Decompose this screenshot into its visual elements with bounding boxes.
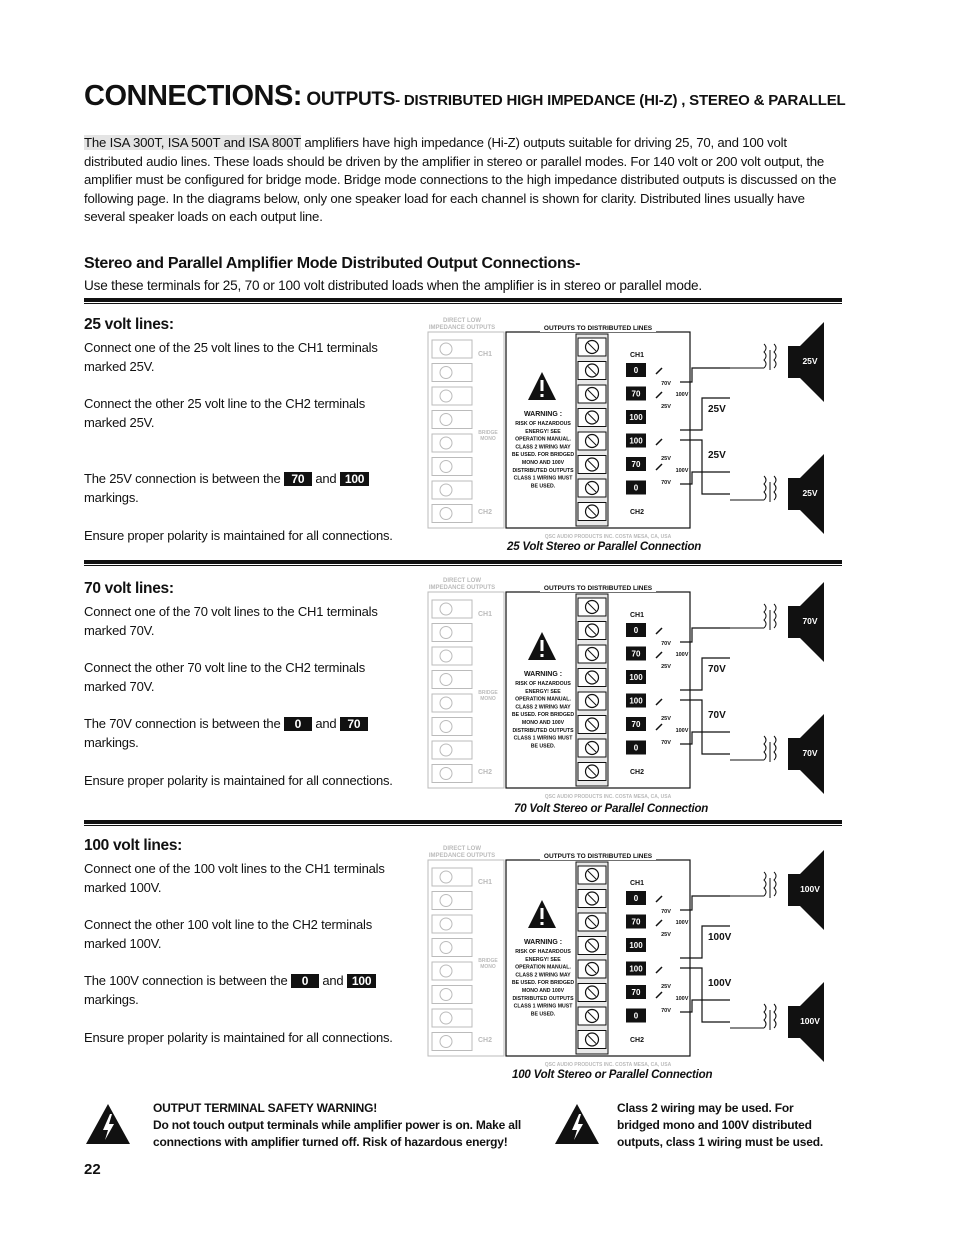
title-subtitle: - DISTRIBUTED HIGH IMPEDANCE (HI-Z) , STEREO & PARALLEL <box>395 92 846 109</box>
line-voltage-label: 100V <box>708 932 732 943</box>
terminal-label: 0 <box>633 1011 639 1021</box>
warning-title: WARNING : <box>523 411 563 418</box>
diagram-svg <box>412 312 842 542</box>
faded-screw-icon <box>440 989 452 1001</box>
and-text: and <box>315 716 337 732</box>
tap-70v-label: 70V <box>661 909 671 915</box>
title-main: CONNECTIONS: <box>84 80 302 112</box>
transformer-coil-icon <box>774 736 776 760</box>
ch1-label: CH1 <box>630 612 645 619</box>
terminal-label: 0 <box>633 366 639 375</box>
faded-ch1-label: CH1 <box>478 879 493 886</box>
transformer-coil-icon <box>764 736 766 760</box>
high-voltage-warning-icon <box>553 1102 601 1146</box>
safety-warning-body: Do not touch output terminals while amplifier power is on. Make all connections with amplifier turned off. Risk of hazardous energy! <box>153 1118 521 1149</box>
transformer-coil-icon <box>774 344 776 368</box>
divider-rule <box>84 298 842 302</box>
block-p3 <box>84 470 404 507</box>
tap-arrow-icon <box>656 896 662 902</box>
ch1-label: CH1 <box>630 880 645 887</box>
tap-25v-label: 25V <box>661 984 671 990</box>
faded-screw-icon <box>440 1036 452 1048</box>
warning-text-line: MONO AND 100V <box>521 988 565 994</box>
warning-text-line: CLASS 1 WIRING MUST <box>513 475 573 482</box>
transformer-coil-icon <box>774 1004 776 1028</box>
terminal-label: 100 <box>629 413 643 422</box>
terminal-label: 0 <box>633 894 639 903</box>
tap-arrow-icon <box>656 724 662 730</box>
title-outputs: OUTPUTS <box>306 89 396 110</box>
faded-screw-icon <box>440 744 452 756</box>
block-p3 <box>84 715 404 752</box>
ch1-wire <box>680 628 730 642</box>
line-voltage-label: 25V <box>708 450 726 461</box>
faded-ch1-label: CH1 <box>478 611 493 618</box>
terminal-label: 0 <box>633 626 639 635</box>
warning-text-line: CLASS 2 WIRING MAY <box>515 972 571 979</box>
transformer-coil-icon <box>764 344 766 368</box>
tap-100v-label: 100V <box>675 652 689 658</box>
diagram-caption: 100 Volt Stereo or Parallel Connection <box>512 1069 713 1081</box>
diagram-svg <box>412 572 842 802</box>
terminal-tag: 100 <box>347 974 376 988</box>
ch1-wire <box>680 896 730 910</box>
faded-screw-icon <box>440 721 452 733</box>
terminal-label: 100 <box>629 673 643 682</box>
ch2-wire <box>680 440 730 494</box>
tap-25v-label: 25V <box>661 716 671 722</box>
warning-title: WARNING : <box>523 671 563 678</box>
tap-100v-label: 100V <box>675 728 689 734</box>
warning-text-line: MONO AND 100V <box>521 460 565 466</box>
tap-25v-label: 25V <box>661 664 671 670</box>
terminal-label: 70 <box>631 720 641 729</box>
faded-screw-icon <box>440 461 452 473</box>
and-text: and <box>322 973 344 989</box>
block-heading: 25 volt lines: <box>84 316 174 333</box>
tap-70v-label: 70V <box>661 381 671 387</box>
mono-label: MONO <box>480 436 496 442</box>
manufacturer-footer: QSC AUDIO PRODUCTS INC. COSTA MESA, CA, USA <box>544 534 672 540</box>
safety-warning-title: OUTPUT TERMINAL SAFETY WARNING! <box>153 1101 378 1115</box>
diagram-100v <box>412 840 842 1070</box>
terminal-label: 0 <box>633 743 639 753</box>
speaker-magnet <box>788 874 800 906</box>
manufacturer-footer: QSC AUDIO PRODUCTS INC. COSTA MESA, CA, USA <box>544 1062 672 1068</box>
ch2-wire <box>680 968 730 1022</box>
manufacturer-footer: QSC AUDIO PRODUCTS INC. COSTA MESA, CA, USA <box>544 794 672 800</box>
warning-text-line: OPERATION MANUAL. <box>515 696 571 703</box>
block-25v <box>84 316 404 564</box>
tap-70v-label: 70V <box>661 641 671 647</box>
faded-screw-icon <box>440 650 452 662</box>
page-number: 22 <box>84 1161 101 1178</box>
block-p4: Ensure proper polarity is maintained for all connections. <box>84 772 393 788</box>
speaker-voltage-label: 100V <box>800 884 820 894</box>
line-voltage-label: 70V <box>708 664 726 675</box>
intro-highlight: The ISA 300T, ISA 500T and ISA 800T <box>84 135 301 150</box>
tap-70v-label: 70V <box>661 480 671 486</box>
faded-ch2-label: CH2 <box>478 769 493 776</box>
block-100v <box>84 837 404 1066</box>
block-p3-post: markings. <box>84 991 139 1007</box>
block-p3-pre: The 100V connection is between the <box>84 973 288 989</box>
warning-text-line: DISTRIBUTED OUTPUTS <box>512 727 574 734</box>
terminal-label: 70 <box>631 988 641 997</box>
high-voltage-warning-icon <box>84 1102 132 1146</box>
tap-100v-label: 100V <box>675 392 689 398</box>
speaker-magnet <box>788 1006 800 1038</box>
tap-100v-label: 100V <box>675 996 689 1002</box>
line-voltage-label: 100V <box>708 978 732 989</box>
tap-70v-label: 70V <box>661 1008 671 1014</box>
warning-text-line: RISK OF HAZARDOUS <box>515 681 571 687</box>
faded-screw-icon <box>440 508 452 520</box>
ch2-label: CH2 <box>630 1037 645 1044</box>
block-p3-post: markings. <box>84 734 139 750</box>
block-p3 <box>84 972 404 1009</box>
faded-screw-icon <box>440 484 452 496</box>
direct-low-label: DIRECT LOW <box>443 846 481 852</box>
transformer-coil-icon <box>764 476 766 500</box>
warning-text-line: OPERATION MANUAL. <box>515 436 571 443</box>
transformer-coil-icon <box>764 1004 766 1028</box>
diagram-svg <box>412 840 842 1070</box>
warning-text-line: DISTRIBUTED OUTPUTS <box>512 995 574 1002</box>
block-p3-pre: The 70V connection is between the <box>84 716 281 732</box>
terminal-label: 0 <box>633 483 639 493</box>
speaker-voltage-label: 25V <box>802 488 818 498</box>
warning-exclaim-bar <box>541 380 544 391</box>
faded-screw-icon <box>440 1012 452 1024</box>
block-p2: Connect the other 70 volt line to the CH2 terminals marked 70V. <box>84 660 366 694</box>
faded-screw-icon <box>440 895 452 907</box>
faded-screw-icon <box>440 871 452 883</box>
faded-screw-icon <box>440 414 452 426</box>
terminal-tag: 100 <box>340 472 369 486</box>
and-text: and <box>315 471 337 487</box>
ch2-label: CH2 <box>630 509 645 516</box>
faded-screw-icon <box>440 343 452 355</box>
tap-25v-label: 25V <box>661 456 671 462</box>
terminal-label: 100 <box>629 436 643 446</box>
outputs-title-label: OUTPUTS TO DISTRIBUTED LINES <box>543 325 653 332</box>
diagram-70v <box>412 572 842 802</box>
faded-screw-icon <box>440 437 452 449</box>
faded-ch1-label: CH1 <box>478 351 493 358</box>
block-p2: Connect the other 100 volt line to the CH2 terminals marked 100V. <box>84 917 373 951</box>
tap-25v-label: 25V <box>661 404 671 410</box>
warning-exclaim-dot <box>541 654 544 657</box>
faded-screw-icon <box>440 367 452 379</box>
tap-25v-label: 25V <box>661 932 671 938</box>
block-heading: 70 volt lines: <box>84 580 174 597</box>
impedance-outputs-label: IMPEDANCE OUTPUTS <box>428 853 496 859</box>
warning-text-line: CLASS 1 WIRING MUST <box>513 735 573 742</box>
diagram-caption: 70 Volt Stereo or Parallel Connection <box>514 803 709 815</box>
ch1-wire <box>680 368 730 382</box>
warning-exclaim-bar <box>541 640 544 651</box>
transformer-coil-icon <box>764 604 766 628</box>
terminal-tag: 0 <box>291 974 319 988</box>
tap-arrow-icon <box>656 992 662 998</box>
transformer-coil-icon <box>774 604 776 628</box>
faded-screw-icon <box>440 942 452 954</box>
intro-paragraph <box>84 134 844 227</box>
block-heading: 100 volt lines: <box>84 837 183 854</box>
impedance-outputs-label: IMPEDANCE OUTPUTS <box>428 585 496 591</box>
page-title <box>84 80 864 113</box>
warning-text-line: BE USED. FOR BRIDGED <box>511 452 575 459</box>
speaker-voltage-label: 100V <box>800 1016 820 1026</box>
outputs-title-label: OUTPUTS TO DISTRIBUTED LINES <box>543 585 653 592</box>
block-70v <box>84 580 404 809</box>
safety-warning <box>153 1100 548 1151</box>
tap-arrow-icon <box>656 652 662 658</box>
ch2-wire <box>680 700 730 754</box>
tap-arrow-icon <box>656 920 662 926</box>
block-p2: Connect the other 25 volt line to the CH2 terminals marked 25V. <box>84 396 366 430</box>
terminal-label: 100 <box>629 964 643 974</box>
speaker-magnet <box>788 346 800 378</box>
mono-label: MONO <box>480 964 496 970</box>
warning-text-line: CLASS 2 WIRING MAY <box>515 444 571 451</box>
terminal-tag: 0 <box>284 717 312 731</box>
tap-arrow-icon <box>656 392 662 398</box>
tap-arrow-icon <box>656 368 662 374</box>
faded-screw-icon <box>440 697 452 709</box>
transformer-coil-icon <box>774 476 776 500</box>
tap-70v-label: 70V <box>661 740 671 746</box>
block-p1: Connect one of the 100 volt lines to the CH1 terminals marked 100V. <box>84 861 385 895</box>
block-p3-pre: The 25V connection is between the <box>84 471 281 487</box>
block-p4: Ensure proper polarity is maintained for all connections. <box>84 527 393 543</box>
block-p1: Connect one of the 25 volt lines to the CH1 terminals marked 25V. <box>84 340 378 374</box>
faded-screw-icon <box>440 918 452 930</box>
block-p1: Connect one of the 70 volt lines to the CH1 terminals marked 70V. <box>84 604 378 638</box>
speaker-magnet <box>788 738 800 770</box>
outputs-title-label: OUTPUTS TO DISTRIBUTED LINES <box>543 853 653 860</box>
warning-text-line: CLASS 1 WIRING MUST <box>513 1003 573 1010</box>
warning-text-line: CLASS 2 WIRING MAY <box>515 704 571 711</box>
faded-screw-icon <box>440 603 452 615</box>
tap-arrow-icon <box>656 967 662 973</box>
terminal-tag: 70 <box>340 717 368 731</box>
line-voltage-label: 70V <box>708 710 726 721</box>
intro-text: amplifiers have high impedance (Hi-Z) outputs suitable for driving 25, 70, and 100 volt distributed audio lines. These loads should be driven by the amplifier in stereo or parallel modes. For 140 volt or 200 volt output, the amplifier must be configured for bridge mode. Bridge mode connections to the high impedance distributed outputs is discussed on the following page. In the diagrams below, only one speaker load for each channel is shown for clarity. Distributed lines usually have several speaker loads on each output line. <box>84 135 837 225</box>
direct-low-label: DIRECT LOW <box>443 318 481 324</box>
terminal-tag: 70 <box>284 472 312 486</box>
warning-text-line: ENERGY! SEE <box>525 956 561 963</box>
faded-ch2-label: CH2 <box>478 509 493 516</box>
warning-text-line: OPERATION MANUAL. <box>515 964 571 971</box>
impedance-outputs-label: IMPEDANCE OUTPUTS <box>428 325 496 331</box>
diagram-caption: 25 Volt Stereo or Parallel Connection <box>507 541 702 553</box>
warning-text-line: BE USED. <box>530 483 556 490</box>
warning-text-line: BE USED. FOR BRIDGED <box>511 712 575 719</box>
bridge-label: BRIDGE <box>478 690 498 696</box>
section-heading: Stereo and Parallel Amplifier Mode Distributed Output Connections- <box>84 255 581 272</box>
warning-exclaim-dot <box>541 394 544 397</box>
faded-screw-icon <box>440 390 452 402</box>
ch2-label: CH2 <box>630 769 645 776</box>
warning-title: WARNING : <box>523 939 563 946</box>
speaker-voltage-label: 70V <box>802 616 818 626</box>
warning-text-line: ENERGY! SEE <box>525 428 561 435</box>
faded-screw-icon <box>440 965 452 977</box>
faded-screw-icon <box>440 768 452 780</box>
speaker-voltage-label: 25V <box>802 356 818 366</box>
block-p4: Ensure proper polarity is maintained for all connections. <box>84 1029 393 1045</box>
bridge-label: BRIDGE <box>478 430 498 436</box>
class-wiring-note: Class 2 wiring may be used. For bridged mono and 100V distributed outputs, class 1 wiring must be used. <box>617 1101 823 1149</box>
block-p3-post: markings. <box>84 489 139 505</box>
warning-text-line: RISK OF HAZARDOUS <box>515 421 571 427</box>
terminal-label: 100 <box>629 696 643 706</box>
tap-arrow-icon <box>656 699 662 705</box>
warning-text-line: ENERGY! SEE <box>525 688 561 695</box>
warning-text-line: BE USED. <box>530 1011 556 1018</box>
section-subtext: Use these terminals for 25, 70 or 100 volt distributed loads when the amplifier is in stereo or parallel mode. <box>84 278 702 293</box>
mono-label: MONO <box>480 696 496 702</box>
divider-rule <box>84 820 842 824</box>
terminal-label: 70 <box>631 649 641 659</box>
faded-screw-icon <box>440 674 452 686</box>
terminal-label: 70 <box>631 460 641 469</box>
warning-text-line: BE USED. <box>530 743 556 750</box>
speaker-magnet <box>788 606 800 638</box>
transformer-coil-icon <box>774 872 776 896</box>
warning-exclaim-bar <box>541 908 544 919</box>
tap-arrow-icon <box>656 439 662 445</box>
faded-screw-icon <box>440 627 452 639</box>
terminal-label: 100 <box>629 941 643 950</box>
warning-exclaim-dot <box>541 922 544 925</box>
bridge-label: BRIDGE <box>478 958 498 964</box>
terminal-label: 70 <box>631 389 641 399</box>
tap-100v-label: 100V <box>675 468 689 474</box>
tap-arrow-icon <box>656 628 662 634</box>
terminal-label: 70 <box>631 917 641 927</box>
faded-ch2-label: CH2 <box>478 1037 493 1044</box>
tap-100v-label: 100V <box>675 920 689 926</box>
direct-low-label: DIRECT LOW <box>443 578 481 584</box>
transformer-coil-icon <box>764 872 766 896</box>
warning-text-line: BE USED. FOR BRIDGED <box>511 980 575 987</box>
warning-text-line: MONO AND 100V <box>521 720 565 726</box>
speaker-magnet <box>788 478 800 510</box>
ch1-label: CH1 <box>630 352 645 359</box>
tap-arrow-icon <box>656 464 662 470</box>
line-voltage-label: 25V <box>708 404 726 415</box>
warning-text-line: RISK OF HAZARDOUS <box>515 949 571 955</box>
diagram-25v <box>412 312 842 542</box>
warning-text-line: DISTRIBUTED OUTPUTS <box>512 467 574 474</box>
speaker-voltage-label: 70V <box>802 748 818 758</box>
